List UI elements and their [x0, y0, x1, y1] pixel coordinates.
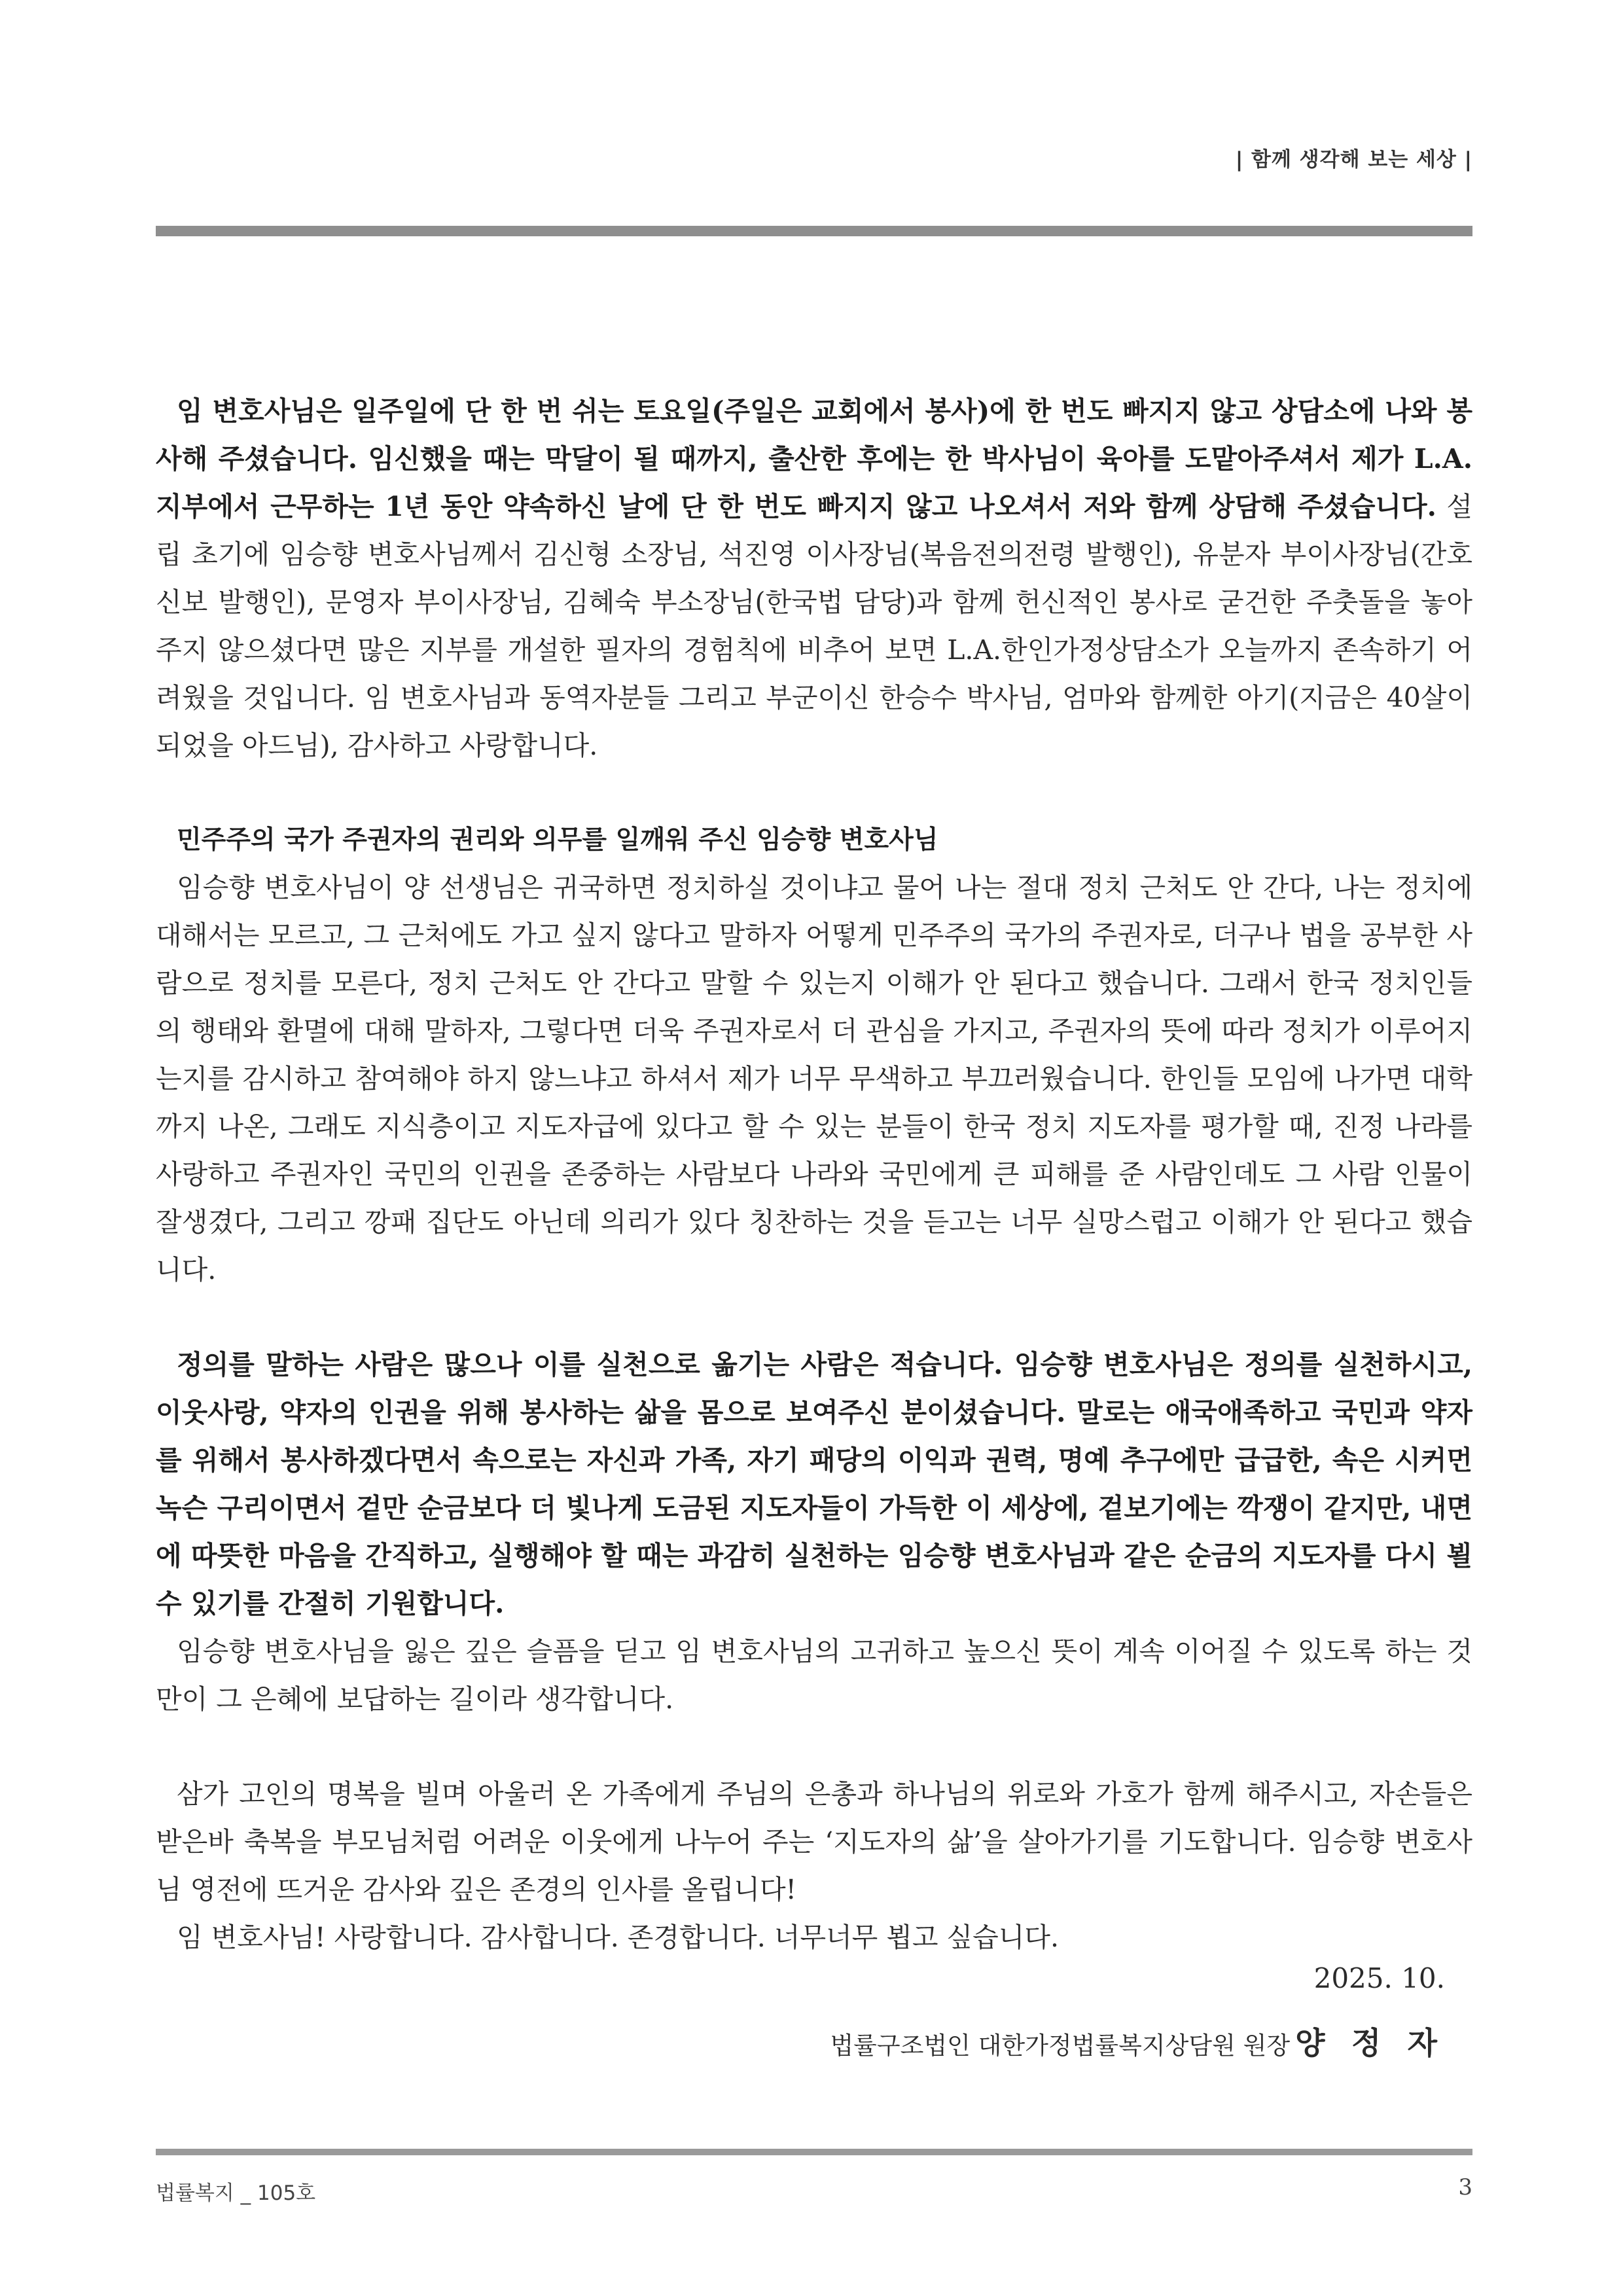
paragraph-1 [156, 387, 1472, 770]
section-label: | 함께 생각해 보는 세상 | [1235, 148, 1472, 171]
article-body [156, 387, 1472, 1962]
paragraph-2: 임승향 변호사님이 양 선생님은 귀국하면 정치하실 것이냐고 물어 나는 절대 정치 근처도 안 간다, 나는 정치에 대해서는 모르고, 그 근처에도 가고 싶지 않다고 말하자 어떻게 민주주의 국가의 주권자로, 더구나 법을 공부한 사람으로 정치를 모른다, 정치 근처도 안 간다고 말할 수 있는지 이해가 안 된다고 했습니다. 그래서 한국 정치인들의 행태와 환멸에 대해 말하자, 그렇다면 더욱 주권자로서 더 관심을 가지고, 주권자의 뜻에 따라 정치가 이루어지는지를 감시하고 참여해야 하지 않느냐고 하셔서 제가 너무 무색하고 부끄러웠습니다. 한인들 모임에 나가면 대학까지 나온, 그래도 지식층이고 지도자급에 있다고 할 수 있는 분들이 한국 정치 지도자를 평가할 때, 진정 나라를 사랑하고 주권자인 국민의 인권을 존중하는 사람보다 나라와 국민에게 큰 피해를 준 사람인데도 그 사람 인물이 잘생겼다, 그리고 깡패 집단도 아닌데 의리가 있다 칭찬하는 것을 듣고는 너무 실망스럽고 이해가 안 된다고 했습니다. [156, 872, 1472, 1285]
publication-issue: 법률복지 _ 105호 [156, 2181, 316, 2205]
signature-line [830, 2019, 1445, 2063]
paragraph-1-text: 설립 초기에 임승향 변호사님께서 김신형 소장님, 석진영 이사장님(복음전의전령 발행인), 유분자 부이사장님(간호신보 발행인), 문영자 부이사장님, 김혜숙 부소장님(한국법 담당)과 함께 헌신적인 봉사로 굳건한 주춧돌을 놓아주지 않으셨다면 많은 지부를 개설한 필자의 경험칙에 비추어 보면 L.A.한인가정상담소가 오늘까지 존속하기 어려웠을 것입니다. 임 변호사님과 동역자분들 그리고 부군이신 한승수 박사님, 엄마와 함께한 아기(지금은 40살이 되었을 아드님), 감사하고 사랑합니다. [156, 491, 1472, 761]
paragraph-5: 삼가 고인의 명복을 빌며 아울러 온 가족에게 주님의 은총과 하나님의 위로와 가호가 함께 해주시고, 자손들은 받은바 축복을 부모님처럼 어려운 이웃에게 나누어 주는 ‘지도자의 삶’을 살아가기를 기도합니다. 임승향 변호사님 영전에 뜨거운 감사와 깊은 존경의 인사를 올립니다! [156, 1778, 1472, 1905]
footer-rule [156, 2149, 1472, 2155]
signature-date: 2025. 10. [1313, 1962, 1445, 1994]
paragraph-6: 임 변호사님! 사랑합니다. 감사합니다. 존경합니다. 너무너무 뵙고 싶습니다. [177, 1922, 1060, 1953]
signature-name: 양 정 자 [1295, 2026, 1445, 2062]
signature-organization: 법률구조법인 대한가정법률복지상담원 원장 [830, 2032, 1291, 2060]
section-heading: 민주주의 국가 주권자의 권리와 의무를 일깨워 주신 임승향 변호사님 [177, 825, 938, 855]
paragraph-4: 임승향 변호사님을 잃은 깊은 슬픔을 딛고 임 변호사님의 고귀하고 높으신 뜻이 계속 이어질 수 있도록 하는 것만이 그 은혜에 보답하는 길이라 생각합니다. [156, 1636, 1472, 1715]
paragraph-3-emphasis: 정의를 말하는 사람은 많으나 이를 실천으로 옮기는 사람은 적습니다. 임승향 변호사님은 정의를 실천하시고, 이웃사랑, 약자의 인권을 위해 봉사하는 삶을 몸으로 보여주신 분이셨습니다. 말로는 애국애족하고 국민과 약자를 위해서 봉사하겠다면서 속으로는 자신과 가족, 자기 패당의 이익과 권력, 명예 추구에만 급급한, 속은 시커먼 녹슨 구리이면서 겉만 순금보다 더 빛나게 도금된 지도자들이 가득한 이 세상에, 겉보기에는 깍쟁이 같지만, 내면에 따뜻한 마음을 간직하고, 실행해야 할 때는 과감히 실천하는 임승향 변호사님과 같은 순금의 지도자를 다시 뵐 수 있기를 간절히 기원합니다. [156, 1349, 1472, 1619]
paragraph-1-emphasis: 임 변호사님은 일주일에 단 한 번 쉬는 토요일(주일은 교회에서 봉사)에 한 번도 빠지지 않고 상담소에 나와 봉사해 주셨습니다. 임신했을 때는 막달이 될 때까지, 출산한 후에는 한 박사님이 육아를 도맡아주셔서 제가 L.A.지부에서 근무하는 1년 동안 약속하신 날에 단 한 번도 빠지지 않고 나오셔서 저와 함께 상담해 주셨습니다. [156, 395, 1472, 522]
page-number: 3 [1458, 2174, 1472, 2200]
header-rule [156, 226, 1472, 236]
